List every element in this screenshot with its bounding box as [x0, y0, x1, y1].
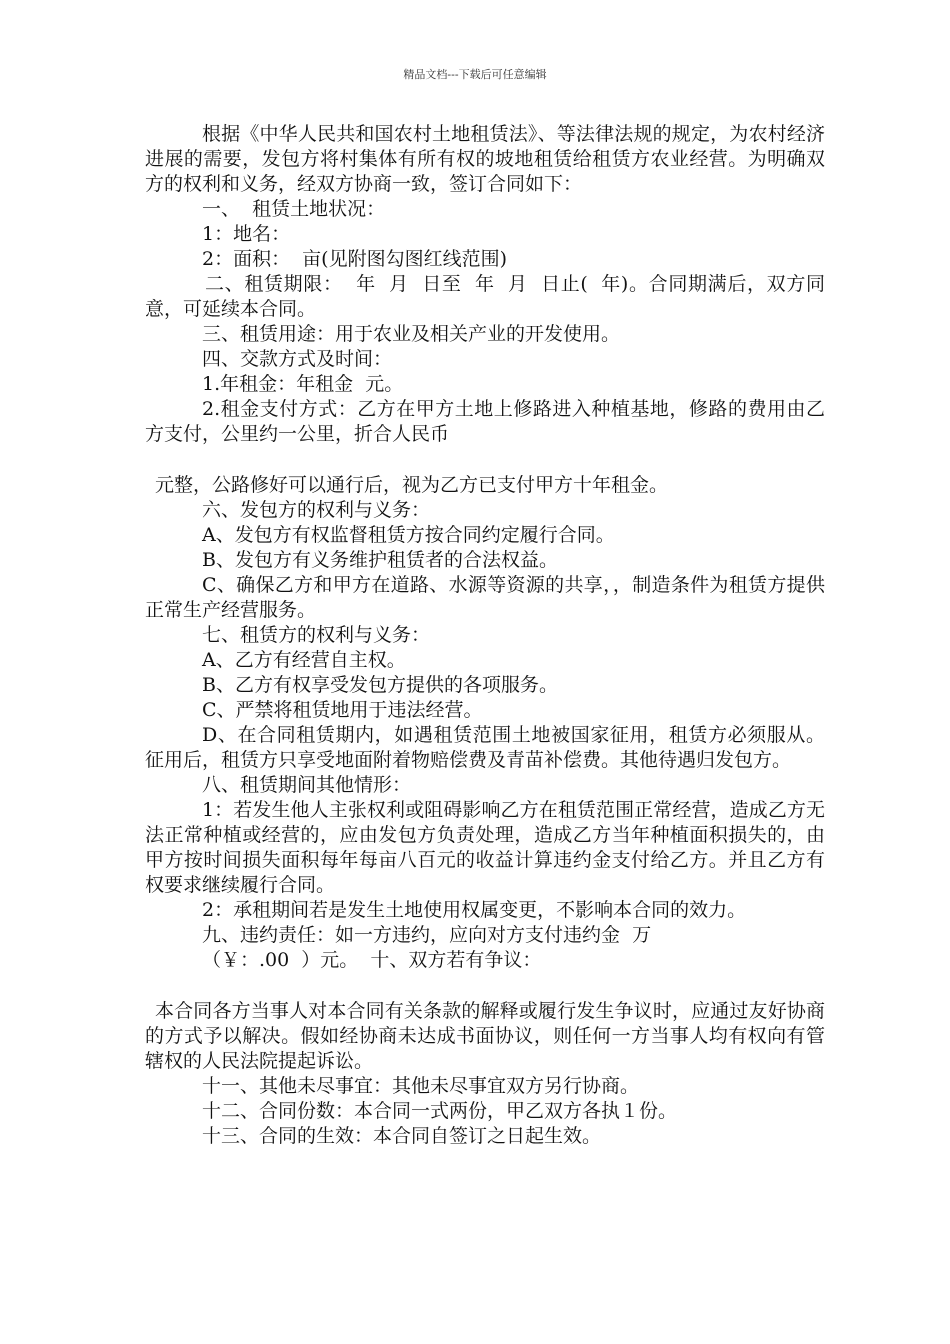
intro-paragraph: 根据《中华人民共和国农村土地租赁法》、等法律法规的规定，为农村经济进展的需要，发包方将村集体有所有权的坡地租赁给租赁方农业经营。为明确双方的权利和义务，经双方协商一致，签订合同如下：: [145, 123, 825, 195]
clause-6c: C、确保乙方和甲方在道路、水源等资源的共享，，制造条件为租赁方提供正常生产经营服务。: [145, 574, 825, 621]
section-7-title: 七、租赁方的权利与义务：: [202, 624, 431, 646]
section-4-title: 四、交款方式及时间：: [202, 348, 393, 370]
clause-payment-continued: 元整，公路修好可以通行后，视为乙方已支付甲方十年租金。: [155, 474, 669, 496]
clause-7d: D、在合同租赁期内，如遇租赁范围土地被国家征用，租赁方必须服从。征用后，租赁方只享受地面附着物赔偿费及青苗补偿费。其他待遇归发包方。: [145, 724, 825, 771]
clause-8-2: 2：承租期间若是发生土地使用权属变更，不影响本合同的效力。: [202, 899, 747, 921]
section-9-breach: 九、违约责任：如一方违约，应向对方支付违约金 万: [202, 924, 652, 946]
section-6-title: 六、发包方的权利与义务：: [202, 499, 431, 521]
section-2-term: 二、租赁期限： 年 月 日至 年 月 日止( 年)。合同期满后，双方同意，可延续本合同。: [145, 273, 825, 320]
contract-body: [145, 122, 825, 1149]
clause-7b: B、乙方有权享受发包方提供的各项服务。: [202, 674, 558, 696]
section-12: 十二、合同份数：本合同一式两份，甲乙双方各执１份。: [202, 1100, 678, 1122]
clause-place-name: 1：地名：: [202, 223, 291, 245]
clause-6a: A、发包方有权监督租赁方按合同约定履行合同。: [202, 524, 615, 546]
clause-payment-method: 2.租金支付方式：乙方在甲方土地上修路进入种植基地，修路的费用由乙方支付，公里约一公里，折合人民币: [145, 398, 825, 445]
clause-annual-rent: 1.年租金：年租金 元。: [202, 373, 404, 395]
section-1-title: 一、 租赁土地状况：: [202, 198, 386, 220]
section-3-use: 三、租赁用途：用于农业及相关产业的开发使用。: [202, 323, 621, 345]
clause-7a: A、乙方有经营自主权。: [202, 649, 406, 671]
section-8-title: 八、租赁期间其他情形：: [202, 774, 412, 796]
section-9-amount-and-10-title: （￥：.00 ）元。 十、双方若有争议：: [202, 949, 542, 971]
clause-8-1: 1：若发生他人主张权利或阻碍影响乙方在租赁范围正常经营，造成乙方无法正常种植或经营的，应由发包方负责处理，造成乙方当年种植面积损失的，由甲方按时间损失面积每年每亩八百元的收益计算违约金支付给乙方。并且乙方有权要求继续履行合同。: [145, 799, 825, 896]
section-11: 十一、其他未尽事宜：其他未尽事宜双方另行协商。: [202, 1075, 640, 1097]
section-13: 十三、合同的生效：本合同自签订之日起生效。: [202, 1125, 602, 1147]
clause-dispute: 本合同各方当事人对本合同有关条款的解释或履行发生争议时，应通过友好协商的方式予以解决。假如经协商未达成书面协议，则任何一方当事人均有权向有管辖权的人民法院提起诉讼。: [145, 1000, 825, 1072]
page-header: 精品文档---下载后可任意编辑: [403, 68, 547, 81]
clause-6b: B、发包方有义务维护租赁者的合法权益。: [202, 549, 558, 571]
clause-area: 2：面积： 亩(见附图勾图红线范围): [202, 248, 507, 270]
clause-7c: C、严禁将租赁地用于违法经营。: [202, 699, 483, 721]
